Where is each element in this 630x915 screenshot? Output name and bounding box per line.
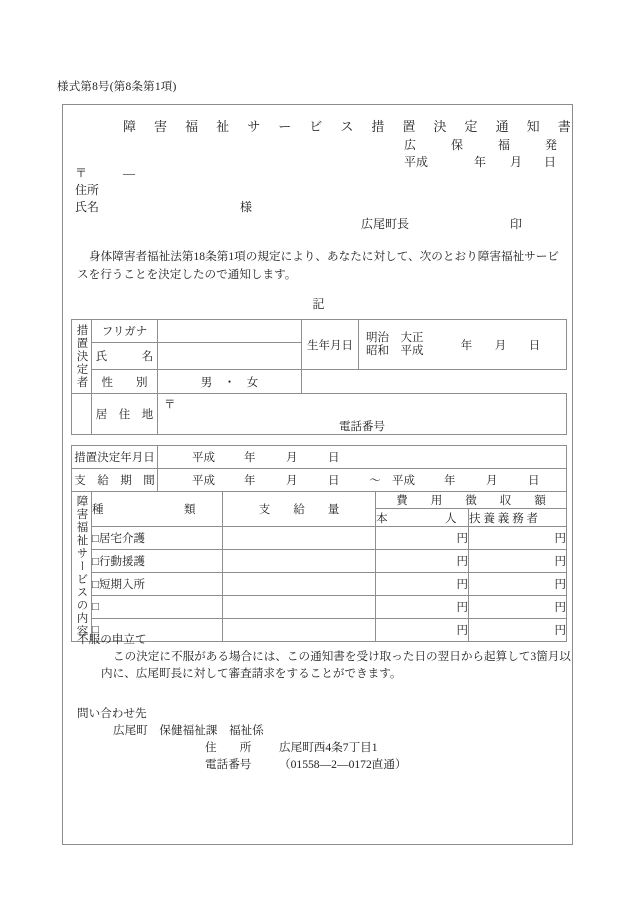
- decision-day: 日: [328, 452, 340, 464]
- service-row-1-kind[interactable]: [92, 550, 223, 573]
- issue-date-day: 日: [543, 155, 556, 169]
- person-side-label: 措置決定者: [75, 324, 88, 389]
- service-side-label: 障害福祉サービスの内容: [75, 495, 88, 638]
- name-label-cell: 氏 名: [92, 343, 158, 370]
- service-row-2-amount[interactable]: [223, 573, 376, 596]
- table-row: [72, 573, 567, 596]
- residence-postal-mark-icon: 〒: [164, 399, 176, 411]
- name-input[interactable]: [158, 343, 302, 370]
- furigana-label-cell: フリガナ: [92, 320, 158, 343]
- issue-code: 広 保 福 発: [404, 138, 574, 152]
- checkbox-icon[interactable]: □: [92, 579, 99, 591]
- birth-label-cell: 生年月日: [302, 320, 359, 370]
- period-date-run: [158, 472, 566, 488]
- residence-side-spacer: [72, 394, 92, 435]
- contact-heading: 問い合わせ先: [77, 707, 147, 720]
- contact-address-value: 広尾町西4条7丁目1: [279, 741, 378, 754]
- form-number: 様式第8号(第8条第1項): [57, 81, 177, 93]
- birth-era-line1: 明治 大正: [366, 331, 424, 344]
- table-row: [72, 394, 567, 435]
- gender-label-cell: 性 別: [92, 370, 158, 394]
- service-row-2-self[interactable]: 円: [376, 573, 469, 596]
- service-cost-self-header: 本 人: [376, 509, 469, 527]
- period-month-end: 月: [486, 475, 498, 487]
- period-year-end: 年: [444, 475, 456, 487]
- period-month-start: 月: [286, 475, 298, 487]
- service-row-3-kind[interactable]: [92, 596, 223, 619]
- period-era-start: 平成: [192, 475, 215, 487]
- period-era-end: 平成: [392, 475, 415, 487]
- contact-phone: [77, 756, 407, 773]
- gender-value-cell[interactable]: 男 ・ 女: [158, 370, 302, 394]
- service-row-4-self[interactable]: 円: [376, 619, 469, 642]
- table-row: [72, 527, 567, 550]
- decision-date-label: 措置決定年月日: [72, 446, 158, 469]
- period-day-start: 日: [328, 475, 340, 487]
- decision-date-run: [158, 449, 566, 465]
- birth-day: 日: [528, 339, 541, 352]
- service-row-0-name: 居宅介護: [98, 533, 145, 545]
- person-side-label-cell: [72, 320, 92, 394]
- birth-value-cell[interactable]: [359, 320, 567, 370]
- appeal-heading: 不服の申立て: [77, 633, 147, 646]
- issue-date-era: 平成: [404, 155, 429, 169]
- table-row: [72, 550, 567, 573]
- residence-phone-label: 電話番号: [339, 421, 385, 433]
- person-table: [71, 319, 567, 435]
- birth-year: 年: [460, 339, 473, 352]
- issue-date-month: 月: [509, 155, 522, 169]
- service-row-2-supporter[interactable]: 円: [469, 573, 567, 596]
- table-row: [72, 446, 567, 469]
- birth-era-box: [359, 332, 566, 358]
- service-row-0-self[interactable]: 円: [376, 527, 469, 550]
- decision-year: 年: [244, 452, 256, 464]
- residence-value-cell[interactable]: [158, 394, 567, 435]
- checkbox-icon[interactable]: □: [92, 533, 99, 545]
- table-row: [72, 492, 567, 509]
- residence-label-cell: 居 住 地: [92, 394, 158, 435]
- furigana-input[interactable]: [158, 320, 302, 343]
- decision-month: 月: [286, 452, 298, 464]
- period-tilde: 〜: [369, 475, 381, 487]
- postal-dash: —: [123, 166, 135, 180]
- table-row: [72, 370, 567, 394]
- service-row-3-self[interactable]: 円: [376, 596, 469, 619]
- checkbox-icon[interactable]: □: [92, 556, 99, 568]
- birth-ymd: [450, 337, 552, 353]
- recipient-name-label: 氏名: [75, 200, 100, 214]
- contact-phone-label: 電話番号: [205, 758, 252, 771]
- contact-address-label: 住 所: [205, 741, 252, 754]
- table-row: [72, 320, 567, 343]
- issue-date-year: 年: [473, 155, 486, 169]
- table-row: [72, 469, 567, 492]
- table-row: [72, 596, 567, 619]
- service-row-0-supporter[interactable]: 円: [469, 527, 567, 550]
- service-row-4-supporter[interactable]: 円: [469, 619, 567, 642]
- contact-section: [77, 705, 407, 773]
- checkbox-icon[interactable]: □: [92, 601, 99, 613]
- service-kind-header: 種 類: [92, 492, 223, 527]
- contact-office: 広尾町 保健福祉課 福祉係: [113, 724, 264, 737]
- service-row-0-amount[interactable]: [223, 527, 376, 550]
- period-label: 支 給 期 間: [72, 469, 158, 492]
- service-row-2-kind[interactable]: [92, 573, 223, 596]
- document-title: 障 害 福 祉 サ ー ビ ス 措 置 決 定 通 知 書: [123, 119, 579, 134]
- recipient-postal: [75, 164, 135, 181]
- service-side-label-cell: [72, 492, 92, 642]
- recipient-honorific: 様: [240, 200, 253, 214]
- issue-date: [404, 153, 556, 170]
- service-row-1-amount[interactable]: [223, 550, 376, 573]
- seal-mark: 印: [510, 217, 523, 231]
- service-row-3-amount[interactable]: [223, 596, 376, 619]
- decision-era: 平成: [192, 452, 215, 464]
- service-amount-header: 支 給 量: [223, 492, 376, 527]
- service-row-0-kind[interactable]: [92, 527, 223, 550]
- period-value[interactable]: [158, 469, 567, 492]
- issuer-name: 広尾町長: [361, 217, 410, 231]
- birth-eras: [366, 332, 424, 358]
- period-year-start: 年: [244, 475, 256, 487]
- service-row-1-name: 行動援護: [98, 556, 145, 568]
- service-row-2-name: 短期入所: [98, 579, 145, 591]
- birth-month: 月: [494, 339, 507, 352]
- postal-mark-icon: 〒: [75, 166, 88, 180]
- ki-mark: 記: [312, 297, 325, 311]
- decision-table: [71, 445, 567, 492]
- service-cost-supporter-header: 扶 養 義 務 者: [469, 509, 567, 527]
- decision-date-value[interactable]: [158, 446, 567, 469]
- form-inner: [63, 105, 579, 846]
- service-row-1-supporter[interactable]: 円: [469, 550, 567, 573]
- appeal-text: この決定に不服がある場合には、この通知書を受け取った日の翌日から起算して3箇月以内に、広尾町長に対して審査請求をすることができます。: [101, 650, 571, 680]
- body-paragraph: 身体障害者福祉法第18条第1項の規定により、あなたに対して、次のとおり障害福祉サービスを行うことを決定したので通知します。: [77, 250, 559, 281]
- appeal-section: [77, 631, 571, 682]
- recipient-address-label: 住所: [75, 183, 100, 197]
- period-day-end: 日: [528, 475, 540, 487]
- service-row-1-self[interactable]: 円: [376, 550, 469, 573]
- service-cost-header: 費 用 徴 収 額: [376, 492, 567, 509]
- contact-address: [77, 739, 407, 756]
- service-table: [71, 491, 567, 642]
- service-row-3-supporter[interactable]: 円: [469, 596, 567, 619]
- birth-era-line2: 昭和 平成: [366, 344, 424, 357]
- contact-phone-value: （01558—2—0172直通）: [279, 758, 407, 771]
- form-frame: [62, 104, 579, 845]
- checkbox-icon[interactable]: □: [92, 624, 99, 636]
